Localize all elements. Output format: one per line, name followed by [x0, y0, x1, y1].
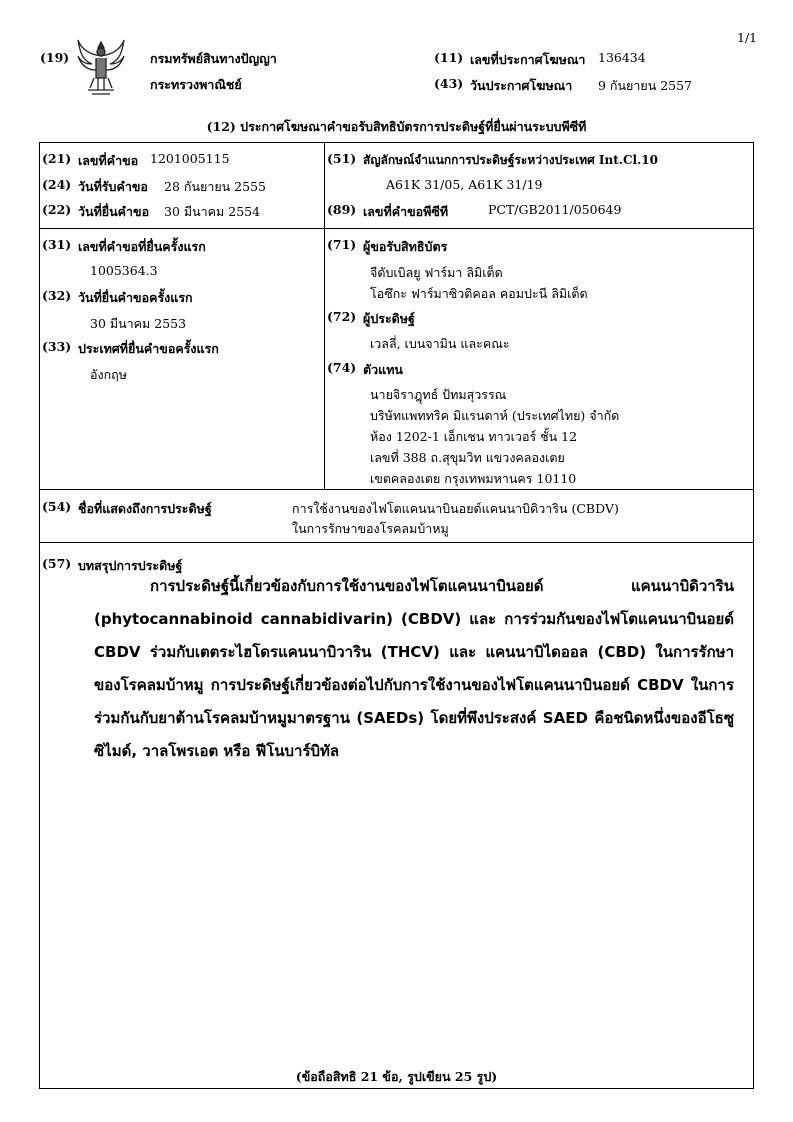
- applicant-code: (71): [327, 237, 357, 252]
- app-no-code: (21): [42, 151, 72, 166]
- garuda-emblem-icon: [76, 38, 126, 96]
- applicant-name: โอซึกะ ฟาร์มาซิวติคอล คอมปะนี ลิมิเต็ด: [370, 286, 588, 301]
- prio-date-code: (32): [42, 288, 72, 303]
- file-label: วันที่ยื่นคำขอ: [78, 204, 150, 219]
- file-code: (22): [42, 202, 72, 217]
- agent-line: เขตคลองเตย กรุงเทพมหานคร 10110: [370, 471, 577, 486]
- ipc-value: A61K 31/05, A61K 31/19: [386, 177, 543, 192]
- divider: [324, 142, 325, 229]
- agent-label: ตัวแทน: [363, 362, 403, 377]
- recv-value: 28 กันยายน 2555: [164, 179, 266, 194]
- agent-line: ห้อง 1202-1 เอ็กเชน ทาวเวอร์ ชั้น 12: [370, 429, 578, 444]
- abstract-body: [94, 570, 734, 768]
- pub-date-value: 9 กันยายน 2557: [598, 78, 693, 93]
- agency-line-2: กระทรวงพาณิชย์: [150, 77, 242, 92]
- applicant-label: ผู้ขอรับสิทธิบัตร: [363, 239, 448, 254]
- recv-code: (24): [42, 177, 72, 192]
- prio-no-label: เลขที่คำขอที่ยื่นครั้งแรก: [78, 239, 206, 254]
- agent-line: นายจิราฎุทธ์ ป้ทมสุวรรณ: [370, 387, 507, 402]
- prio-country-label: ประเทศที่ยื่นคำขอครั้งแรก: [78, 341, 219, 356]
- pub-no-label: เลขที่ประกาศโฆษณา: [470, 52, 586, 67]
- abstract-paragraph: การประดิษฐ์นี้เกี่ยวข้องกับการใช้งานของไฟโตแคนนาบินอยด์ แคนนาบิดิวาริน (phytocannabinoid cannabidivarin) (CBDV) และ การร่วมกันของไฟโตแคนนาบินอยด์ CBDV ร่วมกับเตตระไฮโดรแคนนาบิวาริน (THCV) และ แคนนาบิไดออล (CBD) ในการรักษาของโรคลมบ้าหมู การประดิษฐ์เกี่ยวข้องต่อไปกับการใช้งานของไฟโตแคนนาบินอยด์ CBDV ในการร่วมกันกับยาต้านโรคลมบ้าหมูมาตรฐาน (SAEDs) โดยที่พึงประสงค์ SAED คือชนิดหนึ่งของอีโธซูซิไมด์, วาลโพรเอต หรือ ฟีโนบาร์บิทัล: [94, 577, 734, 760]
- agent-line: เลขที่ 388 ถ.สุขุมวิท แขวงคลองเตย: [370, 450, 565, 465]
- applicant-name: จีดับเบิลยู ฟาร์มา ลิมิเต็ด: [370, 265, 503, 280]
- inventor-names: เวลลี่, เบนจามิน และคณะ: [370, 336, 510, 351]
- prio-date-value: 30 มีนาคม 2553: [90, 316, 187, 331]
- app-no-label: เลขที่คำขอ: [78, 153, 139, 168]
- prio-country-value: อังกฤษ: [90, 367, 127, 382]
- inventor-code: (72): [327, 309, 357, 324]
- file-value: 30 มีนาคม 2554: [164, 204, 261, 219]
- pub-no-value: 136434: [598, 50, 646, 65]
- recv-label: วันที่รับคำขอ: [78, 179, 148, 194]
- app-no-value: 1201005115: [150, 151, 230, 166]
- invention-title-line: การใช้งานของไฟโตแคนนาบินอยด์แคนนาบิดิวาริน (CBDV): [292, 501, 619, 516]
- inventor-label: ผู้ประดิษฐ์: [363, 311, 415, 326]
- header-code-19: (19): [40, 50, 70, 65]
- ipc-code: (51): [327, 151, 357, 166]
- divider: [324, 228, 325, 490]
- prio-no-code: (31): [42, 237, 72, 252]
- pct-code: (89): [327, 202, 357, 217]
- agency-line-1: กรมทรัพย์สินทางปัญญา: [150, 51, 277, 66]
- document-title: (12) ประกาศโฆษณาคำขอรับสิทธิบัตรการประดิษฐ์ที่ยื่นผ่านระบบพีซีที: [206, 119, 587, 134]
- agent-code: (74): [327, 360, 357, 375]
- pct-value: PCT/GB2011/050649: [488, 202, 622, 217]
- prio-no-value: 1005364.3: [90, 263, 158, 278]
- pub-no-code: (11): [434, 50, 464, 65]
- pct-label: เลขที่คำขอพีซีที: [363, 204, 449, 219]
- page-number: 1/1: [737, 30, 758, 45]
- abstract-label: บทสรุปการประดิษฐ์: [78, 558, 183, 573]
- prio-country-code: (33): [42, 339, 72, 354]
- divider: [39, 542, 754, 543]
- agent-line: บริษัทแพททริค มิแรนดาห์ (ประเทศไทย) จำกัด: [370, 408, 620, 423]
- invention-title-code: (54): [42, 499, 72, 514]
- pub-date-label: วันประกาศโฆษณา: [470, 78, 573, 93]
- ipc-label: สัญลักษณ์จำแนกการประดิษฐ์ระหว่างประเทศ Int.Cl.10: [363, 153, 658, 167]
- abstract-code: (57): [42, 556, 72, 571]
- pub-date-code: (43): [434, 76, 464, 91]
- invention-title-line: ในการรักษาของโรคลมบ้าหมู: [292, 521, 449, 536]
- invention-title-label: ชื่อที่แสดงถึงการประดิษฐ์: [78, 501, 212, 516]
- prio-date-label: วันที่ยื่นคำขอครั้งแรก: [78, 290, 193, 305]
- claims-figures-note: (ข้อถือสิทธิ 21 ข้อ, รูปเขียน 25 รูป): [295, 1069, 498, 1084]
